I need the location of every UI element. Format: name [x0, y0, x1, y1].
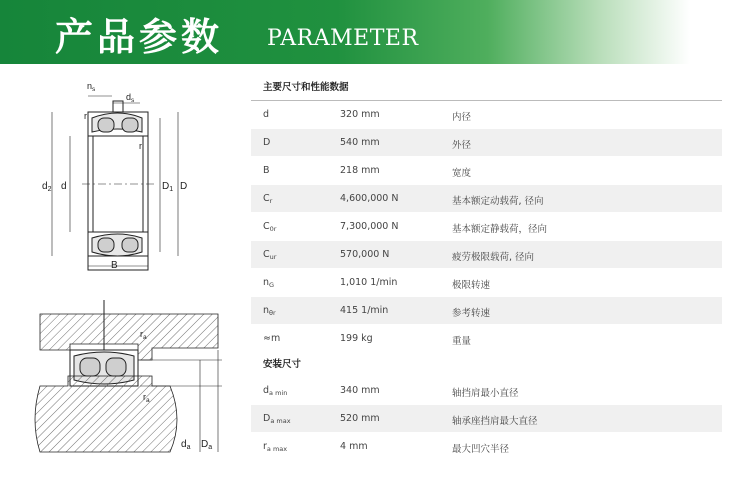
table-row: [251, 129, 722, 157]
row-value: 199 kg: [340, 333, 373, 344]
table-row: [251, 241, 722, 269]
main-section-title: 主要尺寸和性能数据: [251, 76, 722, 101]
row-value: 4 mm: [340, 441, 368, 452]
table-row: [251, 325, 722, 353]
row-description: 极限转速: [452, 280, 491, 291]
row-value: 4,600,000 N: [340, 193, 399, 204]
label-Da: $D_a$: [201, 439, 213, 451]
row-description: 重量: [452, 336, 472, 347]
mount-section-title: 安装尺寸: [263, 359, 302, 370]
table-row: [251, 101, 722, 129]
row-symbol: $C_{ur}$: [263, 249, 277, 261]
parameter-table: [251, 76, 722, 461]
row-value: 1,010 1/min: [340, 277, 398, 288]
row-value: 340 mm: [340, 385, 380, 396]
row-value: 415 1/min: [340, 305, 389, 316]
row-description: 基本额定动载荷, 径向: [452, 196, 544, 207]
label-ra-bottom: $r_a$: [143, 392, 150, 404]
row-value: 520 mm: [340, 413, 380, 424]
row-symbol: $C_r$: [263, 193, 273, 205]
label-d: d: [61, 181, 67, 192]
row-description: 参考转速: [452, 308, 491, 319]
row-description: 基本额定静载荷，径向: [452, 224, 548, 235]
label-d2: $d_2$: [42, 181, 52, 193]
table-row: [251, 377, 722, 405]
row-symbol: B: [263, 165, 270, 176]
label-D1: $D_1$: [162, 181, 174, 193]
table-row: [251, 269, 722, 297]
row-value: 320 mm: [340, 109, 380, 120]
row-description: 宽度: [452, 168, 472, 179]
label-ra-top: $r_a$: [140, 329, 147, 341]
bearing-cross-section: [52, 96, 178, 270]
row-symbol: $d_{a min}$: [263, 385, 288, 397]
row-value: 540 mm: [340, 137, 380, 148]
row-description: 轴挡肩最小直径: [452, 388, 519, 399]
bearing-diagrams: [0, 64, 250, 489]
row-description: 内径: [452, 112, 472, 123]
mounting-drawing: [35, 300, 222, 452]
row-symbol: D: [263, 137, 271, 148]
label-da: $d_a$: [181, 439, 191, 451]
table-row: [251, 213, 722, 241]
row-description: 最大凹穴半径: [452, 444, 510, 455]
label-r-top: r: [84, 111, 87, 121]
row-symbol: $n_G$: [263, 277, 275, 289]
header-banner: [0, 0, 750, 64]
row-symbol: $C_{0r}$: [263, 221, 277, 233]
header-title: 产品参数: [55, 15, 224, 59]
row-symbol: $r_{a max}$: [263, 441, 288, 453]
row-symbol: $n_{\theta r}$: [263, 305, 276, 317]
table-row: [251, 157, 722, 185]
row-value: 7,300,000 N: [340, 221, 399, 232]
row-description: 外径: [452, 140, 472, 151]
row-value: 218 mm: [340, 165, 380, 176]
label-B: B: [111, 260, 118, 271]
row-symbol: d: [263, 109, 270, 120]
row-symbol: $D_{a max}$: [263, 413, 291, 425]
table-row: [251, 185, 722, 213]
label-r-right: r: [139, 141, 142, 151]
label-D: D: [180, 181, 188, 192]
row-description: 疲劳极限载荷, 径向: [452, 252, 535, 263]
label-ns: $n_s$: [87, 81, 96, 93]
row-symbol: ≈m: [263, 333, 281, 344]
row-value: 570,000 N: [340, 249, 390, 260]
table-row: [251, 433, 722, 461]
table-row: [251, 405, 722, 433]
label-ds: $d_s$: [126, 92, 135, 104]
row-description: 轴承座挡肩最大直径: [452, 416, 538, 427]
table-row: [251, 297, 722, 325]
header-subtitle: PARAMETER: [267, 26, 419, 51]
